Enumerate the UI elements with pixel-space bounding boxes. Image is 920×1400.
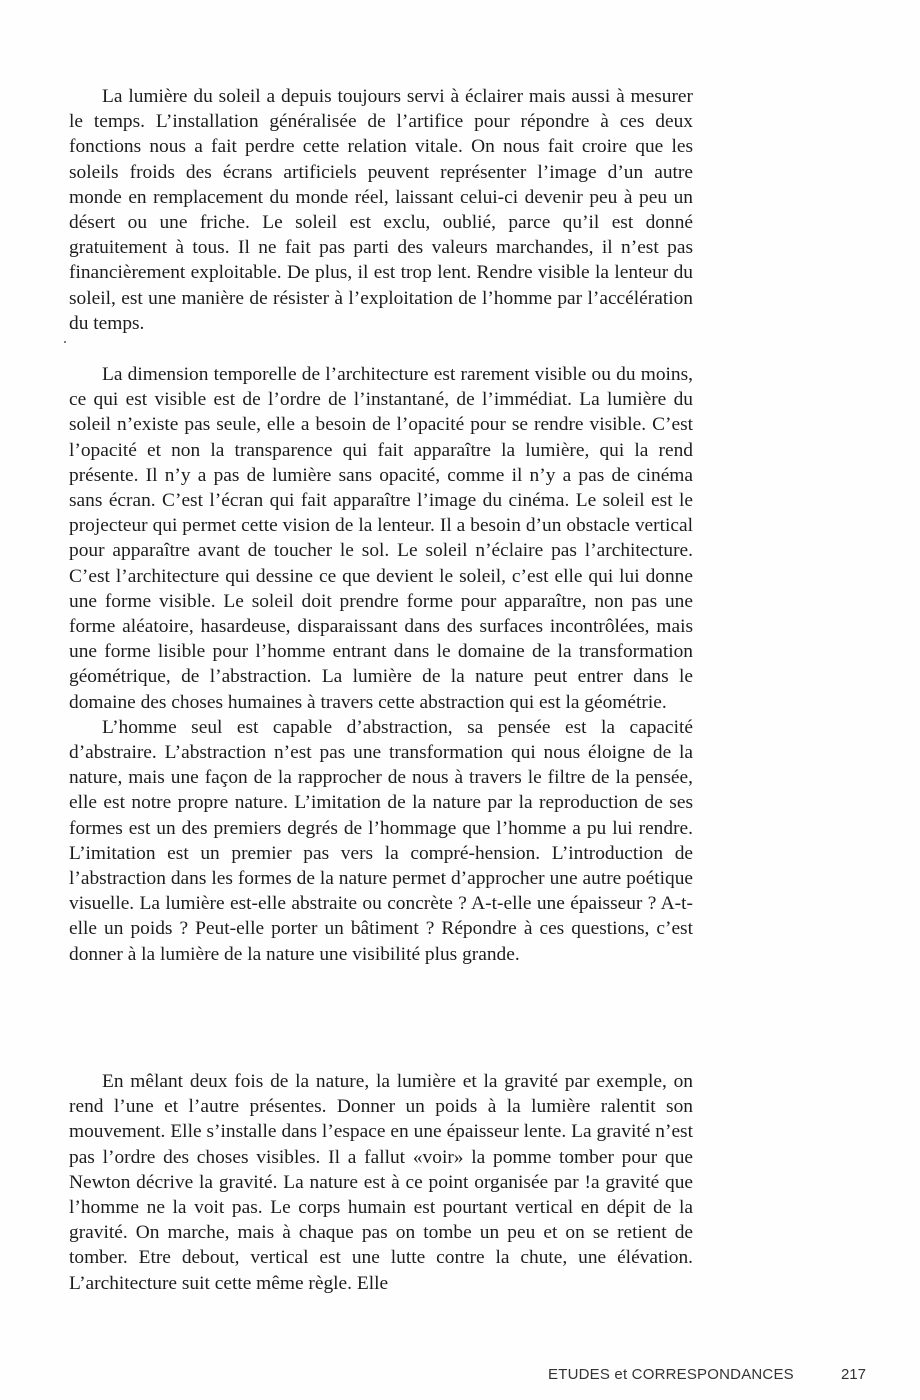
- paragraph-abstraction: L’homme seul est capable d’abstraction, sa pensée est la capacité d’abstraire. L’abstraction n’est pas une transformation qui nous éloigne de la nature, mais une façon de la rapprocher de nous à travers le filtre de la pensée, elle est notre propre nature. L’imitation de la nature par la reproduction de ses formes est un des premiers degrés de l’hommage que l’homme a pu lui rendre. L’imitation est un premier pas vers la compré-hension. L’introduction de l’abstraction dans les formes de la nature permet d’approcher une autre poétique visuelle. La lumière est-elle abstraite ou concrète ? A-t-elle une épaisseur ? A-t-elle un poids ? Peut-elle porter un bâtiment ? Répondre à ces questions, c’est donner à la lumière de la nature une visibilité plus grande.: [69, 716, 693, 965]
- text-block-3: [69, 1069, 693, 1296]
- text-block-1: [69, 84, 693, 336]
- page-number: 217: [840, 1366, 866, 1383]
- print-speck: [64, 341, 66, 343]
- text-block-2: [69, 362, 693, 967]
- paragraph-light-gravity: En mêlant deux fois de la nature, la lumière et la gravité par exemple, on rend l’une et l’autre présentes. Donner un poids à la lumière ralentit son mouvement. Elle s’installe dans l’espace en une épaisseur lente. La gravité n’est pas l’ordre des choses visibles. Il a fallut «voir» la pomme tomber pour que Newton décrive la gravité. La nature est à ce point organisée par !a gravité que l’homme ne la voit pas. Le corps humain est pourtant vertical en dépit de la gravité. On marche, mais à chaque pas on tombe un peu et on se retient de tomber. Etre debout, vertical est une lutte contre la chute, une élévation. L’architecture suit cette même règle. Elle: [69, 1071, 693, 1294]
- page-footer: [540, 1366, 870, 1388]
- paragraph-sunlight-time: La lumière du soleil a depuis toujours servi à éclairer mais aussi à mesurer le temps. L’installation généralisée de l’artifice pour répondre à ces deux fonctions nous a fait perdre cette relation vitale. On nous fait croire que les soleils froids des écrans artificiels peuvent représenter l’image d’un autre monde en remplacement du monde réel, laissant celui-ci devenir peu à peu un désert ou une friche. Le soleil est exclu, oublié, parce qu’il est donné gratuitement à tous. Il ne fait pas parti des valeurs marchandes, il n’est pas financièrement exploitable. De plus, il est trop lent. Rendre visible la lenteur du soleil, est une manière de résister à l’exploitation de l’homme par l’accélération du temps.: [69, 86, 693, 334]
- paragraph-temporal-dimension: La dimension temporelle de l’architecture est rarement visible ou du moins, ce qui est visible est de l’ordre de l’instantané, de l’immédiat. La lumière du soleil n’existe pas seule, elle a besoin de l’opacité pour se rendre visible. C’est l’opacité et non la transparence qui fait apparaître la lumière, qui la rend présente. Il n’y a pas de lumière sans opacité, comme il n’y a pas de cinéma sans écran. C’est l’écran qui fait apparaître l’image du cinéma. Le soleil est le projecteur qui permet cette vision de la lenteur. Il a besoin d’un obstacle vertical pour apparaître avant de toucher le sol. Le soleil n’éclaire pas l’architecture. C’est l’architecture qui dessine ce que devient le soleil, c’est elle qui lui donne une forme visible. Le soleil doit prendre forme pour apparaître, non pas une forme aléatoire, hasardeuse, disparaissant dans des surfaces incontrôlées, mais une forme lisible pour l’homme entrant dans le domaine de la transformation géométrique, de l’abstraction. La lumière de la nature peut entrer dans le domaine des choses humaines à travers cette abstraction qui est la géométrie.: [69, 364, 693, 713]
- running-head: ETUDES et CORRESPONDANCES: [548, 1366, 794, 1383]
